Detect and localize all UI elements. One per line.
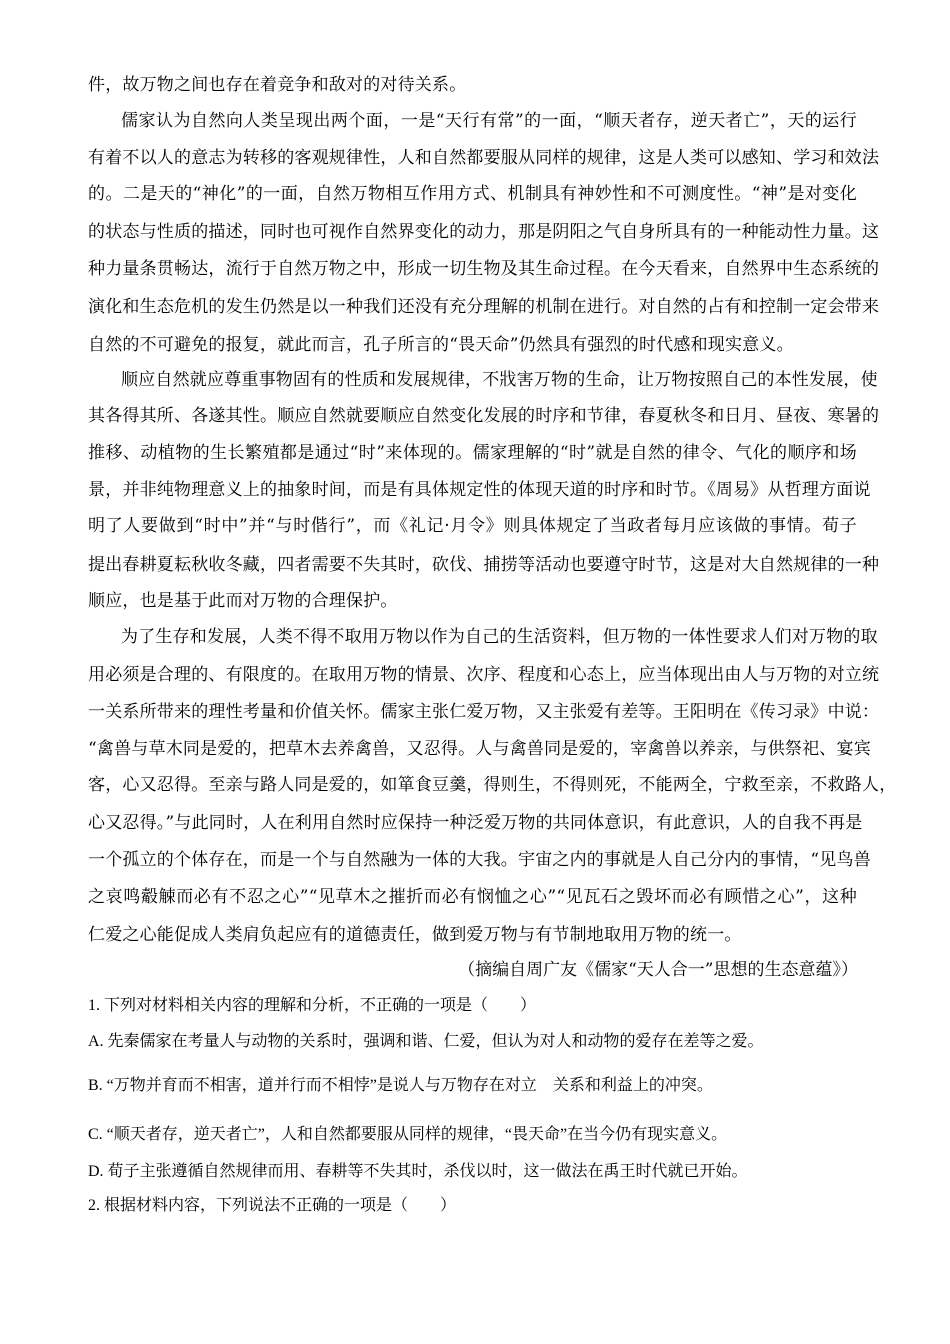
passage-line: 一关系所带来的理性考量和价值关怀。儒家主张仁爱万物，又主张爱有差等。王阳明在《传习录》中说： xyxy=(88,702,880,722)
passage-line: 客，心又忍得。至亲与路人同是爱的，如箪食豆羹，得则生，不得则死，不能两全，宁救至亲，不救路人， xyxy=(88,775,897,795)
passage-line: 件，故万物之间也存在着竞争和敌对的对待关系。 xyxy=(88,75,467,95)
passage-line: 仁爱之心能促成人类肩负起应有的道德责任，做到爱万物与有节制地取用万物的统一。 xyxy=(88,925,742,945)
passage-line: 顺应，也是基于此而对万物的合理保护。 xyxy=(88,591,398,611)
passage-line: 的状态与性质的描述，同时也可视作自然界变化的动力，那是阴阳之气自身所具有的一种能动性力量。这 xyxy=(88,222,880,242)
question-2: 2. 根据材料内容，下列说法不正确的一项是（ ） xyxy=(88,1197,457,1214)
question-1-option-c: C. “顺天者存，逆天者亡”，人和自然都要服从同样的规律，“畏天命”在当今仍有现实意义。 xyxy=(88,1126,728,1143)
passage-line: 之哀鸣觳觫而必有不忍之心”“见草木之摧折而必有悯恤之心”“见瓦石之毁坏而必有顾惜之心”，这种 xyxy=(88,887,857,907)
passage-line: 的。二是天的“神化”的一面，自然万物相互作用方式、机制具有神妙性和不可测度性。“神”是对变化 xyxy=(88,184,857,204)
passage-line: 为了生存和发展，人类不得不取用万物以作为自己的生活资料，但万物的一体性要求人们对万物的取 xyxy=(121,627,878,647)
passage-line: 自然的不可避免的报复，就此而言，孔子所言的“畏天命”仍然具有强烈的时代感和现实意义。 xyxy=(88,335,794,355)
passage-line: 其各得其所、各遂其性。顺应自然就要顺应自然变化发展的时序和节律，春夏秋冬和日月、昼夜、寒暑的 xyxy=(88,406,880,426)
source-citation: （摘编自周广友《儒家“天人合一”思想的生态意蕴》） xyxy=(458,960,858,980)
passage-line: 有着不以人的意志为转移的客观规律性，人和自然都要服从同样的规律，这是人类可以感知、学习和效法 xyxy=(88,148,880,168)
passage-line: 提出春耕夏耘秋收冬藏，四者需要不失其时，砍伐、捕捞等活动也要遵守时节，这是对大自然规律的一种 xyxy=(88,555,880,575)
question-1-option-a: A. 先秦儒家在考量人与动物的关系时，强调和谐、仁爱，但认为对人和动物的爱存在差等之爱。 xyxy=(88,1033,764,1050)
question-1-option-d: D. 荀子主张遵循自然规律而用、春耕等不失其时，杀伐以时，这一做法在禹王时代就已开始。 xyxy=(88,1163,748,1180)
passage-line: 演化和生态危机的发生仍然是以一种我们还没有充分理解的机制在进行。对自然的占有和控制一定会带来 xyxy=(88,297,880,317)
passage-line: 儒家认为自然向人类呈现出两个面，一是“天行有常”的一面，“顺天者存，逆天者亡”，天的运行 xyxy=(121,111,857,131)
passage-line: 心又忍得。”与此同时，人在利用自然时应保持一种泛爱万物的共同体意识，有此意识，人的自我不再是 xyxy=(88,813,863,833)
passage-line: 用必须是合理的、有限度的。在取用万物的情景、次序、程度和心态上，应当体现出由人与万物的对立统 xyxy=(88,665,880,685)
passage-line: “禽兽与草木同是爱的，把草木去养禽兽，又忍得。人与禽兽同是爱的，宰禽兽以养亲，与供祭祀、宴宾 xyxy=(88,739,871,759)
passage-line: 顺应自然就应尊重事物固有的性质和发展规律，不戕害万物的生命，让万物按照自己的本性发展，使 xyxy=(121,370,878,390)
passage-line: 种力量条贯畅达，流行于自然万物之中，形成一切生物及其生命过程。在今天看来，自然界中生态系统的 xyxy=(88,259,880,279)
question-1-option-b: B. “万物并育而不相害，道并行而不相悖”是说人与万物存在对立 关系和利益上的冲突。 xyxy=(88,1077,713,1094)
question-1: 1. 下列对材料相关内容的理解和分析，不正确的一项是（ ） xyxy=(88,997,537,1014)
passage-line: 一个孤立的个体存在，而是一个与自然融为一体的大我。宇宙之内的事就是人自己分内的事情，“见鸟兽 xyxy=(88,850,871,870)
passage-line: 景，并非纯物理意义上的抽象时间，而是有具体规定性的体现天道的时序和时节。《周易》从哲理方面说 xyxy=(88,480,871,500)
passage-line: 明了人要做到“时中”并“与时偕行”，而《礼记·月令》则具体规定了当政者每月应该做的事情。荀子 xyxy=(88,516,857,536)
passage-line: 推移、动植物的生长繁殖都是通过“时”来体现的。儒家理解的“时”就是自然的律令、气化的顺序和场 xyxy=(88,443,857,463)
